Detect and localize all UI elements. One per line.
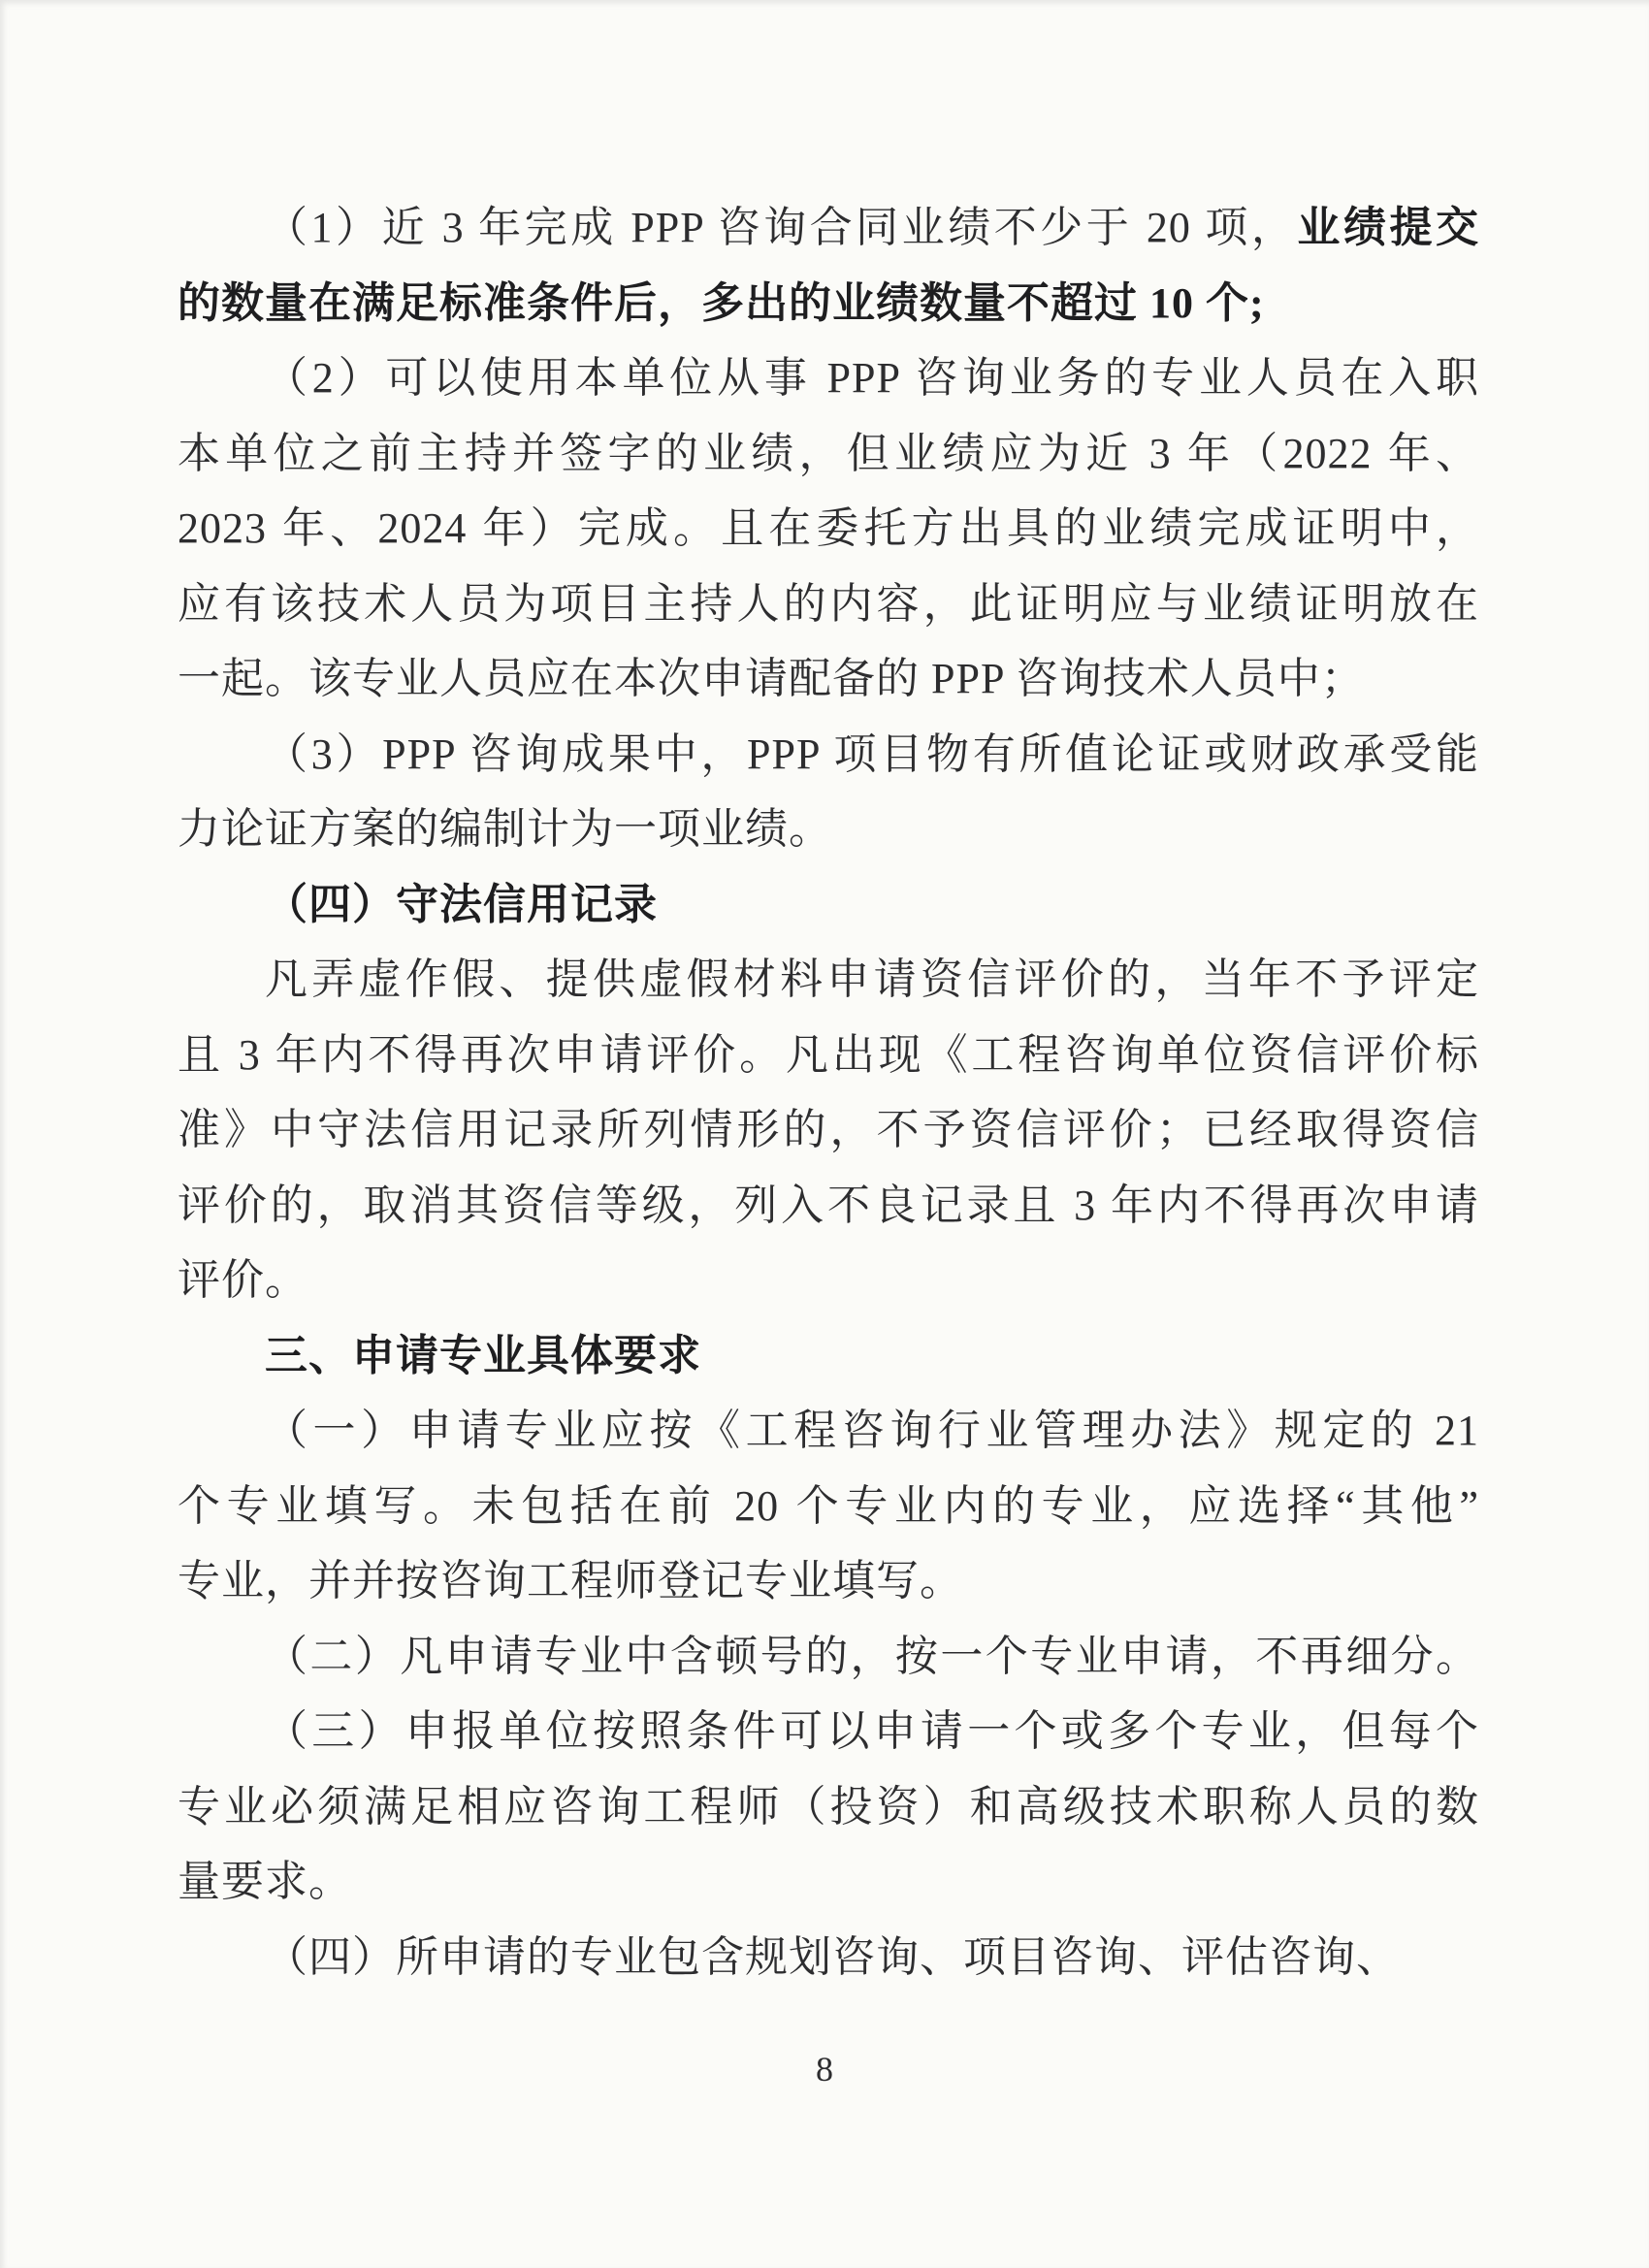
text-segment: （二）凡申请专业中含顿号的，按一个专业申请，不再细分。 bbox=[265, 1632, 1479, 1680]
text-segment: 2023 年、2024 年）完成。且在委托方出具的业绩完成证明中， bbox=[178, 504, 1479, 552]
text-segment: 个专业填写。未包括在前 20 个专业内的专业，应选择“其他” bbox=[178, 1481, 1479, 1530]
text-segment: 凡弄虚作假、提供虚假材料申请资信评价的，当年不予评定 bbox=[265, 956, 1479, 1003]
text-line bbox=[178, 567, 1479, 642]
page-number: 8 bbox=[816, 2050, 833, 2089]
text-line bbox=[178, 190, 1479, 266]
text-line bbox=[178, 340, 1479, 416]
text-line bbox=[178, 792, 1479, 867]
text-line bbox=[178, 266, 1479, 341]
text-segment: （1）近 3 年完成 PPP 咨询合同业绩不少于 20 项， bbox=[265, 204, 1298, 251]
text-segment: 专业，并并按咨询工程师登记专业填写。 bbox=[178, 1557, 963, 1604]
text-line bbox=[178, 942, 1479, 1018]
text-line bbox=[178, 1543, 1479, 1619]
text-segment: 且 3 年内不得再次申请评价。凡出现《工程咨询单位资信评价标 bbox=[178, 1030, 1479, 1079]
text-line bbox=[178, 1844, 1479, 1920]
text-line bbox=[178, 1168, 1479, 1244]
text-segment: 三、申请专业具体要求 bbox=[265, 1331, 701, 1379]
text-segment: 评价。 bbox=[178, 1256, 308, 1304]
document-body bbox=[178, 190, 1479, 1994]
text-segment: 本单位之前主持并签字的业绩，但业绩应为近 3 年（2022 年、 bbox=[178, 429, 1479, 477]
text-segment: （一）申请专业应按《工程咨询行业管理办法》规定的 21 bbox=[265, 1407, 1479, 1454]
section-heading bbox=[178, 867, 1479, 943]
text-line bbox=[178, 1092, 1479, 1168]
text-line bbox=[178, 1018, 1479, 1093]
text-segment: 量要求。 bbox=[178, 1858, 352, 1905]
text-segment: 一起。该专业人员应在本次申请配备的 PPP 咨询技术人员中； bbox=[178, 655, 1365, 702]
text-line bbox=[178, 1694, 1479, 1769]
text-line bbox=[178, 1769, 1479, 1845]
text-segment: 业绩提交 bbox=[1297, 204, 1479, 251]
text-segment: （四）所申请的专业包含规划咨询、项目咨询、评估咨询、 bbox=[265, 1932, 1400, 1981]
text-line bbox=[178, 641, 1479, 717]
text-line bbox=[178, 1393, 1479, 1469]
text-line bbox=[178, 1469, 1479, 1544]
text-segment: （四）守法信用记录 bbox=[265, 880, 658, 928]
text-line bbox=[178, 416, 1479, 492]
text-line bbox=[178, 1920, 1479, 1995]
text-line bbox=[178, 1243, 1479, 1318]
text-segment: （2）可以使用本单位从事 PPP 咨询业务的专业人员在入职 bbox=[265, 354, 1479, 402]
text-segment: 准》中守法信用记录所列情形的，不予资信评价；已经取得资信 bbox=[178, 1106, 1479, 1153]
text-segment: 评价的，取消其资信等级，列入不良记录且 3 年内不得再次申请 bbox=[178, 1181, 1479, 1229]
text-line bbox=[178, 1619, 1479, 1695]
text-segment: 应有该技术人员为项目主持人的内容，此证明应与业绩证明放在 bbox=[178, 579, 1479, 628]
text-segment: 的数量在满足标准条件后，多出的业绩数量不超过 10 个; bbox=[178, 278, 1265, 327]
text-segment: （三）申报单位按照条件可以申请一个或多个专业，但每个 bbox=[265, 1707, 1479, 1755]
section-heading bbox=[178, 1318, 1479, 1394]
text-segment: （3）PPP 咨询成果中，PPP 项目物有所值论证或财政承受能 bbox=[265, 729, 1479, 778]
text-segment: 力论证方案的编制计为一项业绩。 bbox=[178, 805, 832, 853]
text-line bbox=[178, 717, 1479, 793]
text-segment: 专业必须满足相应咨询工程师（投资）和高级技术职称人员的数 bbox=[178, 1782, 1479, 1831]
text-line bbox=[178, 491, 1479, 567]
